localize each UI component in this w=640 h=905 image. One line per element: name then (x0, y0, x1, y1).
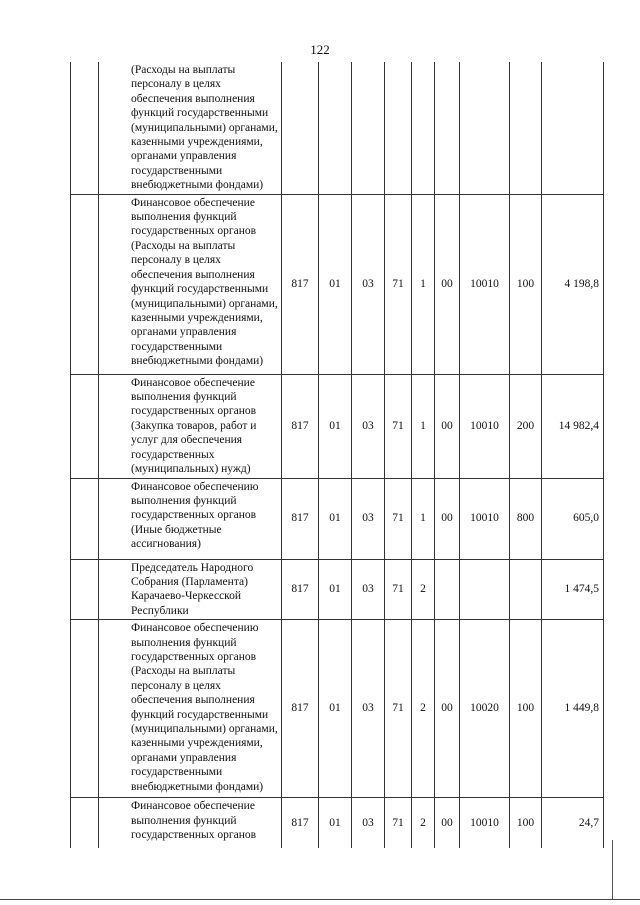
item-name-line: государственных органов (131, 650, 257, 663)
main-event-cell (435, 559, 460, 620)
scan-bottom-edge (0, 899, 640, 900)
subsection-cell: 03 (352, 559, 385, 620)
item-name-line: органами управления (131, 150, 237, 163)
item-name-line: (муниципальными) органами, (131, 121, 278, 134)
subsection-cell: 03 (352, 194, 385, 374)
table-row (71, 798, 604, 848)
subprogram-cell: 2 (412, 559, 435, 620)
subsection-cell: 03 (352, 798, 385, 848)
section-cell: 01 (319, 620, 352, 798)
main-event-cell: 00 (435, 798, 460, 848)
item-name-cell (99, 559, 282, 620)
main-event-cell: 00 (435, 620, 460, 798)
table-row (71, 194, 604, 374)
item-name-line: внебюджетными фондами) (131, 355, 264, 368)
table-row (71, 374, 604, 478)
table-body (71, 62, 604, 848)
blank-cell (71, 478, 99, 559)
item-name-line: государственных (131, 448, 215, 461)
item-name-line: Финансовое обеспечение (131, 196, 255, 209)
ministry-cell: 817 (282, 374, 319, 478)
item-name-cell (99, 620, 282, 798)
direction-cell: 10010 (460, 798, 510, 848)
expense-type-cell: 800 (510, 478, 542, 559)
ministry-cell: 817 (282, 620, 319, 798)
item-name-line: государственными (131, 766, 223, 779)
main-event-cell (435, 62, 460, 194)
item-name-cell (99, 374, 282, 478)
amount-cell: 605,0 (542, 478, 604, 559)
item-name-line: Председатель Народного (131, 561, 254, 574)
expense-type-cell (510, 559, 542, 620)
program-cell: 71 (385, 194, 412, 374)
table-row (71, 62, 604, 194)
direction-cell: 10010 (460, 194, 510, 374)
section-cell: 01 (319, 478, 352, 559)
amount-cell: 24,7 (542, 798, 604, 848)
section-cell: 01 (319, 194, 352, 374)
expense-type-cell: 200 (510, 374, 542, 478)
subprogram-cell: 1 (412, 194, 435, 374)
main-event-cell: 00 (435, 194, 460, 374)
blank-cell (71, 374, 99, 478)
item-name-line: функций государственными (131, 107, 269, 120)
section-cell: 01 (319, 559, 352, 620)
ministry-cell: 817 (282, 478, 319, 559)
item-name-line: выполнения функций (131, 391, 237, 404)
item-name-line: выполнения функций (131, 636, 237, 649)
main-event-cell: 00 (435, 374, 460, 478)
expense-type-cell: 100 (510, 620, 542, 798)
ministry-cell: 817 (282, 194, 319, 374)
blank-cell (71, 559, 99, 620)
subprogram-cell: 1 (412, 478, 435, 559)
item-name-line: услуг для обеспечения (131, 434, 243, 447)
item-name-line: (Расходы на выплаты (131, 665, 236, 678)
item-name-line: казенными учреждениями, (131, 311, 263, 324)
subprogram-cell: 2 (412, 798, 435, 848)
program-cell: 71 (385, 374, 412, 478)
item-name-line: (Расходы на выплаты (131, 64, 236, 76)
direction-cell: 10010 (460, 478, 510, 559)
program-cell: 71 (385, 559, 412, 620)
item-name-line: выполнения функций (131, 211, 237, 224)
ministry-cell (282, 62, 319, 194)
subprogram-cell: 2 (412, 620, 435, 798)
subsection-cell (352, 62, 385, 194)
table-row (71, 478, 604, 559)
item-name-line: Республики (131, 604, 189, 617)
item-name-line: обеспечения выполнения (131, 694, 255, 707)
item-name-line: Финансовое обеспечению (131, 622, 259, 635)
amount-cell: 14 982,4 (542, 374, 604, 478)
item-name-line: Собрания (Парламента) (131, 575, 248, 588)
item-name-line: (Закупка товаров, работ и (131, 419, 257, 432)
main-event-cell: 00 (435, 478, 460, 559)
item-name-line: (Расходы на выплаты (131, 239, 236, 252)
program-cell: 71 (385, 620, 412, 798)
section-cell (319, 62, 352, 194)
item-name-line: казенными учреждениями, (131, 737, 263, 750)
item-name-line: персоналу в целях (131, 254, 221, 267)
item-name-line: Финансовое обеспечению (131, 480, 259, 493)
ministry-cell: 817 (282, 559, 319, 620)
blank-cell (71, 62, 99, 194)
amount-cell: 4 198,8 (542, 194, 604, 374)
direction-cell: 10010 (460, 374, 510, 478)
blank-cell (71, 194, 99, 374)
item-name-line: выполнения функций (131, 814, 237, 827)
expense-type-cell: 100 (510, 798, 542, 848)
item-name-line: государственных органов (131, 509, 257, 522)
item-name-line: внебюджетными фондами) (131, 780, 264, 793)
item-name-line: органами управления (131, 326, 237, 339)
subprogram-cell (412, 62, 435, 194)
item-name-line: обеспечения выполнения (131, 268, 255, 281)
item-name-line: (муниципальными) органами, (131, 722, 278, 735)
item-name-cell (99, 478, 282, 559)
item-name-line: государственными (131, 340, 223, 353)
subsection-cell: 03 (352, 478, 385, 559)
ministry-cell: 817 (282, 798, 319, 848)
item-name-cell (99, 194, 282, 374)
item-name-line: Финансовое обеспечение (131, 800, 255, 813)
direction-cell: 10020 (460, 620, 510, 798)
item-name-line: государственными (131, 164, 223, 177)
direction-cell (460, 62, 510, 194)
item-name-line: (муниципальных) нужд) (131, 463, 251, 476)
item-name-line: (Иные бюджетные (131, 523, 222, 536)
item-name-line: (муниципальными) органами, (131, 297, 278, 310)
item-name-cell (99, 798, 282, 848)
expense-type-cell (510, 62, 542, 194)
expense-type-cell: 100 (510, 194, 542, 374)
item-name-line: органами управления (131, 751, 237, 764)
program-cell: 71 (385, 798, 412, 848)
item-name-line: государственных органов (131, 225, 257, 238)
item-name-line: функций государственными (131, 283, 269, 296)
amount-cell: 1 474,5 (542, 559, 604, 620)
item-name-cell (99, 62, 282, 194)
item-name-line: казенными учреждениями, (131, 136, 263, 149)
scan-edge-line (612, 840, 613, 900)
subsection-cell: 03 (352, 620, 385, 798)
budget-table (70, 62, 604, 848)
table-row (71, 559, 604, 620)
item-name-line: ассигнования) (131, 538, 201, 551)
amount-cell: 1 449,8 (542, 620, 604, 798)
item-name-line: государственных органов (131, 405, 257, 418)
program-cell (385, 62, 412, 194)
item-name-line: персоналу в целях (131, 78, 221, 91)
blank-cell (71, 620, 99, 798)
item-name-line: Финансовое обеспечение (131, 376, 255, 389)
blank-cell (71, 798, 99, 848)
item-name-line: государственных органов (131, 828, 257, 841)
amount-cell (542, 62, 604, 194)
item-name-line: функций государственными (131, 708, 269, 721)
direction-cell (460, 559, 510, 620)
item-name-line: Карачаево-Черкесской (131, 590, 242, 603)
subprogram-cell: 1 (412, 374, 435, 478)
page-number: 122 (310, 42, 330, 57)
table-row (71, 620, 604, 798)
item-name-line: обеспечения выполнения (131, 92, 255, 105)
section-cell: 01 (319, 798, 352, 848)
section-cell: 01 (319, 374, 352, 478)
item-name-line: выполнения функций (131, 494, 237, 507)
program-cell: 71 (385, 478, 412, 559)
subsection-cell: 03 (352, 374, 385, 478)
item-name-line: персоналу в целях (131, 679, 221, 692)
item-name-line: внебюджетными фондами) (131, 179, 264, 192)
